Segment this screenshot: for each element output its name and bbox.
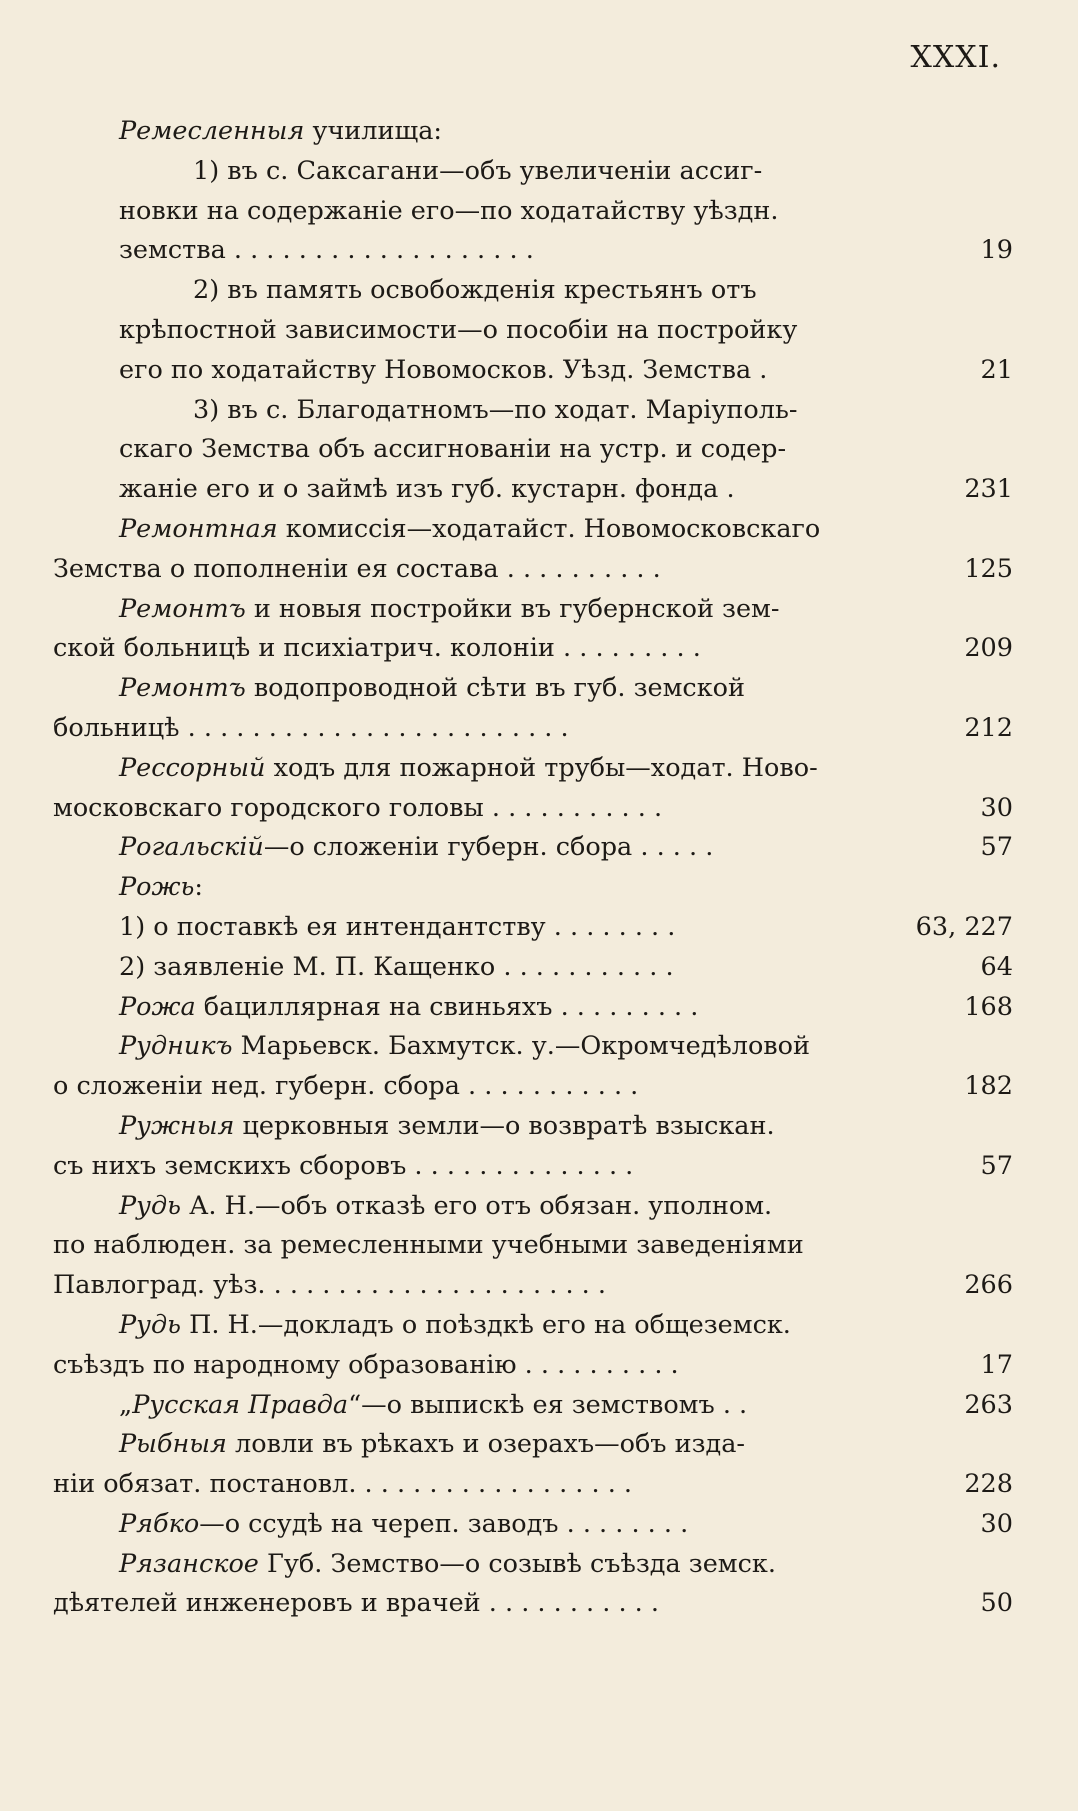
index-entry-text <box>119 1386 747 1426</box>
page-reference: 19 <box>980 235 1013 266</box>
index-text-run: ской больницѣ и психіатрич. колоніи . . . . . . . . . <box>53 633 701 664</box>
index-text-run: бациллярная на свиньяхъ . . . . . . . . . <box>195 991 699 1022</box>
index-entry-text <box>193 391 797 431</box>
index-entry-text <box>119 1425 745 1465</box>
index-line <box>53 828 1013 868</box>
index-text-run: Марьевск. Бахмутск. у.—Окромчедѣловой <box>232 1031 811 1062</box>
index-entry-text <box>53 1266 606 1306</box>
index-entry-text <box>119 1505 688 1545</box>
index-line <box>53 1147 1013 1187</box>
index-entry-text <box>119 948 674 988</box>
index-text-run: : <box>194 872 203 903</box>
index-entry-text <box>119 1545 776 1585</box>
index-entry-text <box>119 1306 791 1346</box>
index-text-run: о сложеніи нед. губерн. сбора . . . . . . . . . . . <box>53 1071 639 1102</box>
index-entries <box>53 112 1013 1624</box>
index-headword: Ремонтъ <box>119 593 246 624</box>
index-headword: Рожа <box>119 991 196 1022</box>
index-headword: Рябко <box>119 1508 200 1539</box>
index-line <box>53 231 1013 271</box>
index-entry-text <box>53 1346 679 1386</box>
index-entry-text <box>119 430 786 470</box>
index-text-run: „ <box>119 1389 133 1420</box>
index-line <box>53 1306 1013 1346</box>
index-text-run: съ нихъ земскихъ сборовъ . . . . . . . . . . . . . . <box>53 1150 634 1181</box>
page-reference: 63, 227 <box>915 911 1013 942</box>
index-line <box>53 430 1013 470</box>
index-entry-text <box>119 1107 775 1147</box>
index-headword: Рязанское <box>119 1548 259 1579</box>
page-reference: 17 <box>980 1349 1013 1380</box>
index-headword: Рудь <box>119 1309 181 1340</box>
index-text-run: 1) о поставкѣ ея интендантству . . . . . . . . <box>119 911 676 942</box>
page-reference: 64 <box>980 951 1013 982</box>
page-reference: 228 <box>964 1469 1013 1500</box>
index-entry-text <box>119 868 203 908</box>
index-entry-text <box>119 908 675 948</box>
index-line <box>53 629 1013 669</box>
page-reference: 263 <box>964 1389 1013 1420</box>
index-text-run: дѣятелей инженеровъ и врачей . . . . . . . . . . . <box>53 1588 659 1619</box>
index-line <box>53 1386 1013 1426</box>
page-reference: 57 <box>980 1150 1013 1181</box>
index-entry-text <box>119 192 778 232</box>
index-line <box>53 550 1013 590</box>
page-reference: 212 <box>964 712 1013 743</box>
index-headword: Ремонтная <box>119 513 278 544</box>
index-line <box>53 1584 1013 1624</box>
index-line <box>53 510 1013 550</box>
page-reference: 57 <box>980 832 1013 863</box>
index-headword: Рожь <box>119 872 195 903</box>
index-line <box>53 1425 1013 1465</box>
index-text-run: московскаго городского головы . . . . . . . . . . . <box>53 792 663 823</box>
index-text-run: крѣпостной зависимости—о пособіи на постройку <box>119 314 798 345</box>
index-line <box>53 1226 1013 1266</box>
index-entry-text <box>53 1147 633 1187</box>
index-text-run: съѣздъ по народному образованію . . . . . . . . . . <box>53 1349 679 1380</box>
index-entry-text <box>53 1584 659 1624</box>
index-text-run: 3) въ с. Благодатномъ—по ходат. Маріуполь- <box>193 394 798 425</box>
index-line <box>53 1027 1013 1067</box>
index-line <box>53 351 1013 391</box>
index-text-run: ніи обязат. постановл. . . . . . . . . . . . . . . . . . <box>53 1469 633 1500</box>
index-headword: Рыбныя <box>119 1429 227 1460</box>
page-reference: 30 <box>980 1508 1013 1539</box>
index-text-run: водопроводной сѣти въ губ. земской <box>245 673 745 704</box>
index-text-run: Павлоград. уѣз. . . . . . . . . . . . . . . . . . . . . . <box>53 1270 606 1301</box>
index-line <box>53 1187 1013 1227</box>
index-text-run: —о ссудѣ на череп. заводъ . . . . . . . . <box>199 1508 689 1539</box>
page-reference: 168 <box>964 991 1013 1022</box>
index-line <box>53 789 1013 829</box>
index-line <box>53 112 1013 152</box>
index-line <box>53 669 1013 709</box>
index-entry-text <box>119 351 767 391</box>
index-text-run: его по ходатайству Новомосков. Уѣзд. Земства . <box>119 354 768 385</box>
index-text-run: 1) въ с. Саксагани—объ увеличеніи ассиг- <box>193 155 763 186</box>
page-reference: 266 <box>964 1270 1013 1301</box>
index-headword: Рессорный <box>119 752 266 783</box>
index-text-run: и новыя постройки въ губернской зем- <box>245 593 780 624</box>
index-text-run: П. Н.—докладъ о поѣздкѣ его на общеземск. <box>181 1309 791 1340</box>
index-entry-text <box>119 988 698 1028</box>
index-entry-text <box>53 629 701 669</box>
index-headword: Рудникъ <box>119 1031 233 1062</box>
index-entry-text <box>119 112 442 152</box>
index-text-run: скаго Земства объ ассигнованіи на устр. и содер- <box>119 434 787 465</box>
index-headword: Ремесленныя <box>119 116 305 146</box>
index-text-run: ловли въ рѣкахъ и озерахъ—объ изда- <box>226 1429 746 1460</box>
index-line <box>53 1107 1013 1147</box>
index-text-run: —о сложеніи губерн. сбора . . . . . <box>263 832 714 863</box>
index-text-run: Земства о пополненіи ея состава . . . . . . . . . . <box>53 553 661 584</box>
index-line <box>53 1505 1013 1545</box>
index-text-run: 2) въ память освобожденія крестьянъ отъ <box>193 275 757 306</box>
index-text-run: больницѣ . . . . . . . . . . . . . . . . . . . . . . . . <box>53 712 569 743</box>
index-text-run: А. Н.—объ отказѣ его отъ обязан. уполном. <box>181 1190 773 1221</box>
index-entry-text <box>119 1187 772 1227</box>
index-line <box>53 311 1013 351</box>
index-text-run: ходъ для пожарной трубы—ходат. Ново- <box>265 752 818 783</box>
index-line <box>53 271 1013 311</box>
index-entry-text <box>119 1027 810 1067</box>
index-entry-text <box>53 709 569 749</box>
index-text-run: “—о выпискѣ ея земствомъ . . <box>348 1389 748 1420</box>
index-line <box>53 1067 1013 1107</box>
index-line <box>53 1266 1013 1306</box>
page-reference: 182 <box>964 1071 1013 1102</box>
index-line <box>53 192 1013 232</box>
index-text-run: Губ. Земство—о созывѣ съѣзда земск. <box>258 1548 776 1579</box>
index-entry-text <box>53 789 662 829</box>
page-reference: 231 <box>964 474 1013 505</box>
index-entry-text <box>119 311 797 351</box>
index-text-run: церковныя земли—о возвратѣ взыскан. <box>234 1110 775 1141</box>
index-headword: Ружныя <box>119 1110 235 1141</box>
index-line <box>53 868 1013 908</box>
index-entry-text <box>119 669 745 709</box>
index-line <box>53 709 1013 749</box>
index-entry-text <box>119 510 820 550</box>
index-line <box>53 152 1013 192</box>
index-text-run: училища: <box>304 116 443 146</box>
index-line <box>53 1545 1013 1585</box>
page-reference: 50 <box>980 1588 1013 1619</box>
index-text-run: 2) заявленіе М. П. Кащенко . . . . . . . . . . . <box>119 951 674 982</box>
page-reference: 125 <box>964 553 1013 584</box>
index-entry-text <box>193 152 762 192</box>
page-number: XXXI. <box>910 40 1001 75</box>
index-line <box>53 470 1013 510</box>
index-headword: Рогальскій <box>119 832 264 863</box>
index-headword: Ремонтъ <box>119 673 246 704</box>
index-entry-text <box>53 1226 804 1266</box>
index-entry-text <box>119 749 818 789</box>
index-line <box>53 1465 1013 1505</box>
index-entry-text <box>53 1067 638 1107</box>
index-entry-text <box>53 1465 632 1505</box>
index-entry-text <box>119 470 735 510</box>
index-line <box>53 908 1013 948</box>
index-entry-text <box>119 231 534 271</box>
page-reference: 21 <box>980 354 1013 385</box>
index-line <box>53 749 1013 789</box>
index-text-run: жаніе его и о займѣ изъ губ. кустарн. фонда . <box>119 474 735 505</box>
index-text-run: земства . . . . . . . . . . . . . . . . . . . <box>119 235 534 266</box>
index-text-run: по наблюден. за ремесленными учебными заведеніями <box>53 1230 804 1261</box>
index-line <box>53 391 1013 431</box>
index-line <box>53 1346 1013 1386</box>
index-entry-text <box>119 590 780 630</box>
index-line <box>53 590 1013 630</box>
index-line <box>53 948 1013 988</box>
index-text-run: новки на содержаніе его—по ходатайству уѣздн. <box>119 195 779 226</box>
index-entry-text <box>193 271 757 311</box>
index-headword: Русская Правда <box>132 1389 349 1420</box>
index-line <box>53 988 1013 1028</box>
index-text-run: комиссія—ходатайст. Новомосковскаго <box>277 513 821 544</box>
page-reference: 209 <box>964 633 1013 664</box>
page-reference: 30 <box>980 792 1013 823</box>
index-entry-text <box>53 550 661 590</box>
index-entry-text <box>119 828 713 868</box>
index-headword: Рудь <box>119 1190 181 1221</box>
